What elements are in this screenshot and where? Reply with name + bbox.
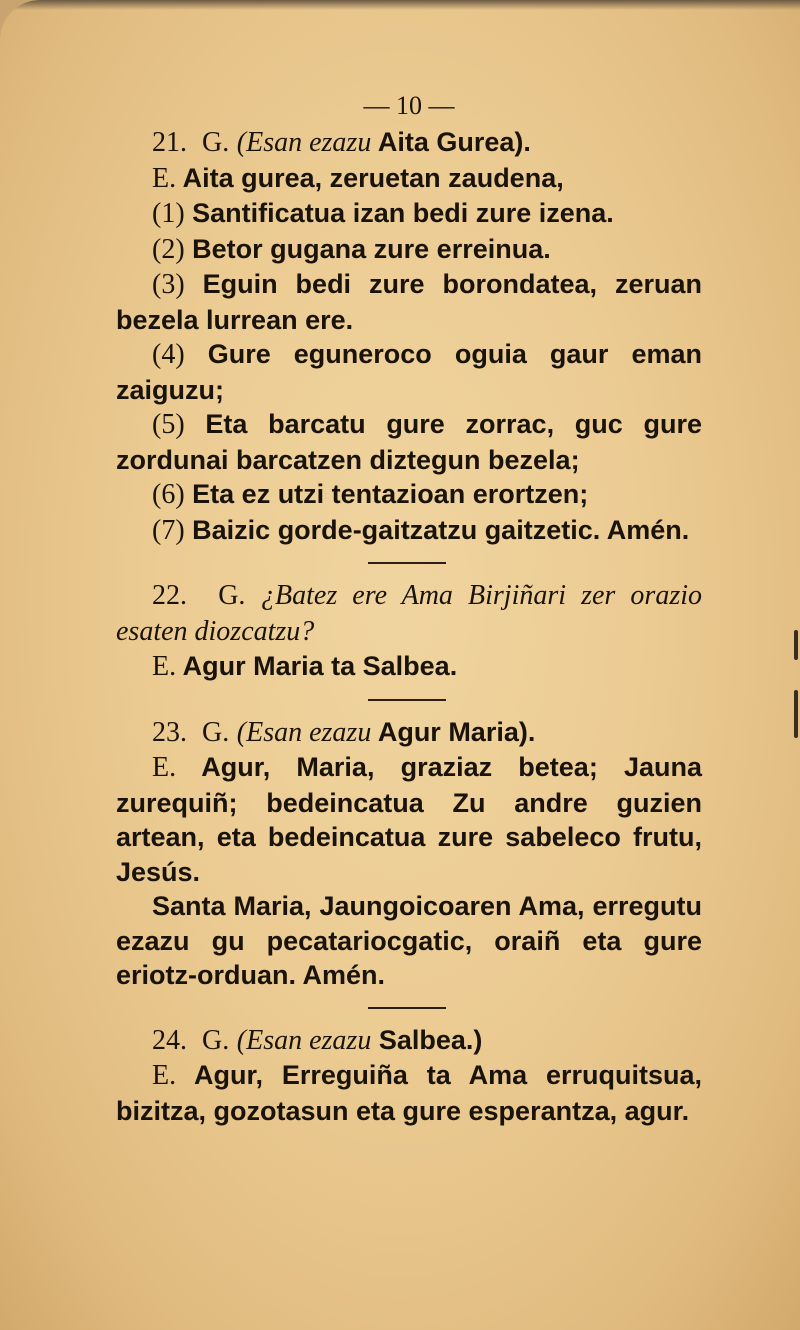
edge-mark <box>794 630 798 660</box>
prayer-line: (2) Betor gugana zure erreinua. <box>152 233 551 265</box>
prayer-line: (4) Gure eguneroco oguia gaur eman zaiguzu; <box>116 339 702 405</box>
answer-22: E. Agur Maria ta Salbea. <box>152 651 458 682</box>
edge-mark <box>794 690 798 738</box>
question-22: 22. G. ¿Batez ere Ama Birjiñari zer orazio esaten diozcatzu? <box>116 580 702 647</box>
page-text <box>116 88 702 1128</box>
section-divider <box>368 1007 446 1009</box>
page-number: — 10 — <box>363 91 455 120</box>
question-24: 24. G. (Esan ezazu Salbea.) <box>152 1024 483 1056</box>
prayer-line: (7) Baizic gorde-gaitzatzu gaitzetic. Amén. <box>152 514 690 546</box>
question-23: 23. G. (Esan ezazu Agur Maria). <box>152 716 536 748</box>
answer-23: E. Agur, Maria, graziaz betea; Jauna zurequiñ; bedeincatua Zu andre guzien artean, eta bedeincatua zure sabeleco frutu, Jesús. <box>116 752 702 887</box>
page-top-edge <box>0 0 800 10</box>
answer-24: E. Agur, Erreguiña ta Ama erruquitsua, bizitza, gozotasun eta gure esperantza, agur. <box>116 1060 702 1126</box>
prayer-line: (5) Eta barcatu gure zorrac, guc gure zordunai barcatzen diztegun bezela; <box>116 409 702 475</box>
prayer-line: (3) Eguin bedi zure borondatea, zeruan bezela lurrean ere. <box>116 269 702 335</box>
prayer-line: (6) Eta ez utzi tentazioan erortzen; <box>152 479 589 510</box>
prayer-line: (1) Santificatua izan bedi zure izena. <box>152 198 614 229</box>
section-divider <box>368 562 446 564</box>
answer-21-intro: E. Aita gurea, zeruetan zaudena, <box>152 162 564 194</box>
section-divider <box>368 699 446 701</box>
answer-23-continued: Santa Maria, Jaungoicoaren Ama, erregutu ezazu gu pecatariocgatic, oraiñ eta gure eriotz-orduan. Amén. <box>116 891 702 990</box>
question-21: 21. G. (Esan ezazu Aita Gurea). <box>152 127 531 158</box>
